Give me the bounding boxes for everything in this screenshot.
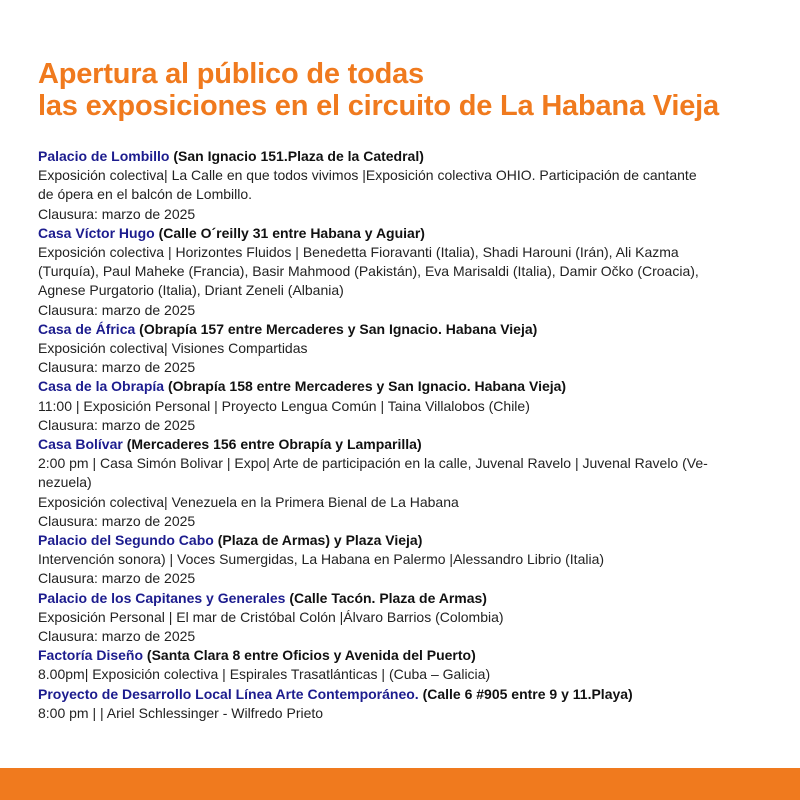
venue-entry	[38, 531, 778, 589]
venue-detail-line: Clausura: marzo de 2025	[38, 301, 196, 318]
venue-address: (Plaza de Armas) y Plaza Vieja)	[213, 532, 423, 549]
venue-address: (Calle 6 #905 entre 9 y 11.Playa)	[418, 685, 633, 702]
venue-name: Casa Bolívar	[38, 436, 123, 453]
venue-detail-line: 8.00pm| Exposición colectiva | Espirales Trasatlánticas | (Cuba – Galicia)	[38, 666, 491, 683]
venue-detail-line: Clausura: marzo de 2025	[38, 570, 196, 587]
venue-heading	[38, 531, 778, 550]
venue-heading	[38, 589, 778, 608]
venue-entry	[38, 377, 778, 435]
venue-entry	[38, 224, 778, 320]
venue-detail-line: Clausura: marzo de 2025	[38, 359, 196, 376]
venue-name: Palacio del Segundo Cabo	[38, 532, 214, 549]
venue-heading	[38, 224, 778, 243]
venue-entry	[38, 646, 778, 684]
venue-heading	[38, 320, 778, 339]
venue-address: (Obrapía 158 entre Mercaderes y San Ignacio. Habana Vieja)	[164, 378, 567, 395]
venue-address: (Calle O´reilly 31 entre Habana y Aguiar)	[154, 224, 425, 241]
venue-address: (Obrapía 157 entre Mercaderes y San Ignacio. Habana Vieja)	[135, 320, 538, 337]
venue-name: Palacio de Lombillo	[38, 148, 170, 164]
venue-address: (San Ignacio 151.Plaza de la Catedral)	[169, 148, 424, 164]
venue-name: Palacio de los Capitanes y Generales	[38, 589, 286, 606]
venue-entry	[38, 147, 778, 224]
venue-heading	[38, 685, 778, 704]
footer-bar	[0, 768, 800, 800]
venue-list	[38, 147, 778, 723]
venue-detail-line: Agnese Purgatorio (Italia), Driant Zeneli (Albania)	[38, 282, 344, 299]
venue-entry	[38, 685, 778, 723]
venue-entry	[38, 320, 778, 378]
venue-address: (Mercaderes 156 entre Obrapía y Lamparilla)	[122, 436, 422, 453]
venue-detail-line: Clausura: marzo de 2025	[38, 205, 196, 222]
venue-entry	[38, 435, 778, 531]
venue-address: (Santa Clara 8 entre Oficios y Avenida del Puerto)	[143, 647, 476, 664]
venue-detail-line: Exposición colectiva| La Calle en que todos vivimos |Exposición colectiva OHIO. Participación de cantante	[38, 167, 697, 184]
venue-heading	[38, 435, 778, 454]
venue-address: (Calle Tacón. Plaza de Armas)	[285, 589, 487, 606]
venue-name: Casa Víctor Hugo	[38, 224, 155, 241]
venue-detail-line: Exposición Personal | El mar de Cristóbal Colón |Álvaro Barrios (Colombia)	[38, 608, 504, 625]
venue-entry	[38, 589, 778, 647]
venue-detail-line: nezuela)	[38, 474, 92, 491]
venue-name: Casa de África	[38, 320, 136, 337]
venue-detail-line: Exposición colectiva| Visiones Compartidas	[38, 340, 308, 357]
venue-detail-line: Clausura: marzo de 2025	[38, 512, 196, 529]
venue-name: Casa de la Obrapía	[38, 378, 165, 395]
venue-detail-line: (Turquía), Paul Maheke (Francia), Basir Mahmood (Pakistán), Eva Marisaldi (Italia), Damir Očko (Croacia),	[38, 263, 699, 280]
venue-detail-line: Clausura: marzo de 2025	[38, 628, 196, 645]
title-line-2: las exposiciones en el circuito de La Habana Vieja	[38, 90, 719, 122]
page-title	[38, 58, 788, 122]
venue-detail-line: Clausura: marzo de 2025	[38, 416, 196, 433]
venue-name: Proyecto de Desarrollo Local Línea Arte Contemporáneo.	[38, 685, 419, 702]
venue-detail-line: Intervención sonora) | Voces Sumergidas, La Habana en Palermo |Alessandro Librio (Italia)	[38, 551, 605, 568]
venue-detail-line: 8:00 pm | | Ariel Schlessinger - Wilfredo Prieto	[38, 704, 324, 721]
venue-detail-line: 2:00 pm | Casa Simón Bolivar | Expo| Arte de participación en la calle, Juvenal Ravelo | Juvenal Ravelo (Ve-	[38, 455, 708, 472]
venue-detail-line: de ópera en el balcón de Lombillo.	[38, 186, 253, 203]
title-line-1: Apertura al público de todas	[38, 58, 424, 90]
venue-heading	[38, 147, 778, 166]
venue-detail-line: Exposición colectiva | Horizontes Fluidos | Benedetta Fioravanti (Italia), Shadi Harouni (Irán), Ali Kazma	[38, 244, 679, 261]
venue-detail-line: 11:00 | Exposición Personal | Proyecto Lengua Común | Taina Villalobos (Chile)	[38, 397, 530, 414]
venue-heading	[38, 377, 778, 396]
venue-detail-line: Exposición colectiva| Venezuela en la Primera Bienal de La Habana	[38, 493, 459, 510]
venue-heading	[38, 646, 778, 665]
venue-name: Factoría Diseño	[38, 647, 144, 664]
